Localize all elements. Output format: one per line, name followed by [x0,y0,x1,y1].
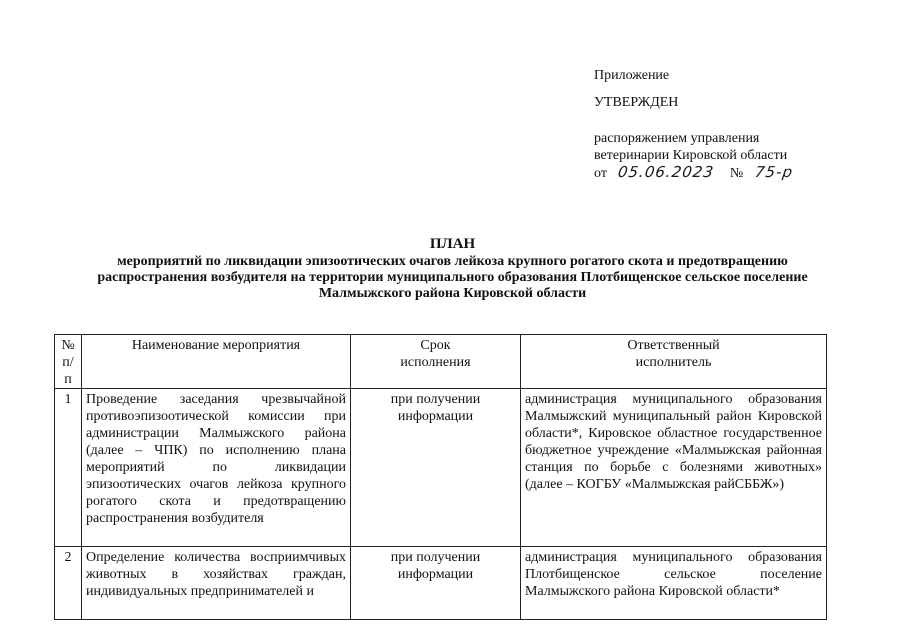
table-row [55,547,827,620]
row-name: Проведение заседания чрезвычайной противоэпизоотической комиссии при администрации Малмыжского района (далее – ЧПК) по исполнению плана мероприятий по ликвидации эпизоотических очагов лейкоза крупного рогатого скота и предотвращению распространения возбудителя [82,389,351,547]
header-term-line-2: исполнения [400,355,471,370]
header-num-line-2: п/п [62,355,74,387]
row-name: Определение количества восприимчивых животных в хозяйствах граждан, индивидуальных предпринимателей и [82,547,351,620]
header-num-line-1: № [61,338,75,353]
title-line-1: мероприятий по ликвидации эпизоотических очагов лейкоза крупного рогатого скота и предотвращению [117,254,788,269]
row-term [351,547,521,620]
header-num [55,335,82,389]
handwritten-date: 05.06.2023 [617,163,716,181]
header-term-line-1: Срок [420,338,451,353]
approval-line-2: ветеринарии Кировской области [594,148,788,163]
title-line-2: распространения возбудителя на территории муниципального образования Плотбищенское сельское поселение [97,270,808,285]
plan-table [54,334,827,620]
title-heading: ПЛАН [429,236,476,252]
table-header-row [55,335,827,389]
table-row [55,389,827,547]
row-num: 2 [55,547,82,620]
approval-line-1: распоряжением управления [594,131,760,146]
row-term-line-2: информации [397,567,474,582]
row-term-line-1: при получении [390,550,481,565]
document-title [30,236,875,302]
header-term [351,335,521,389]
header-resp-line-1: Ответственный [627,338,720,353]
row-responsible: администрация муниципального образования Малмыжский муниципальный район Кировской области*, Кировское областное государственное бюджетное учреждение «Малмыжская районная станция по борьбе с болезнями животных» (далее – КОГБУ «Малмыжская райСББЖ») [521,389,827,547]
row-num: 1 [55,389,82,547]
annex-label: Приложение [594,68,670,83]
header-responsible [521,335,827,389]
from-label: от [594,166,607,181]
approval-block [594,67,793,182]
row-term-line-1: при получении [390,392,481,407]
row-term-line-2: информации [397,409,474,424]
row-term [351,389,521,547]
approved-label: УТВЕРЖДЕН [594,95,679,110]
handwritten-number: 75-р [753,163,795,181]
number-label: № [729,166,744,181]
header-name: Наименование мероприятия [82,335,351,389]
title-line-3: Малмыжского района Кировской области [318,286,587,301]
row-responsible: администрация муниципального образования Плотбищенское сельское поселение Малмыжского района Кировской области* [521,547,827,620]
header-resp-line-2: исполнитель [635,355,712,370]
approval-date-line [594,164,793,182]
